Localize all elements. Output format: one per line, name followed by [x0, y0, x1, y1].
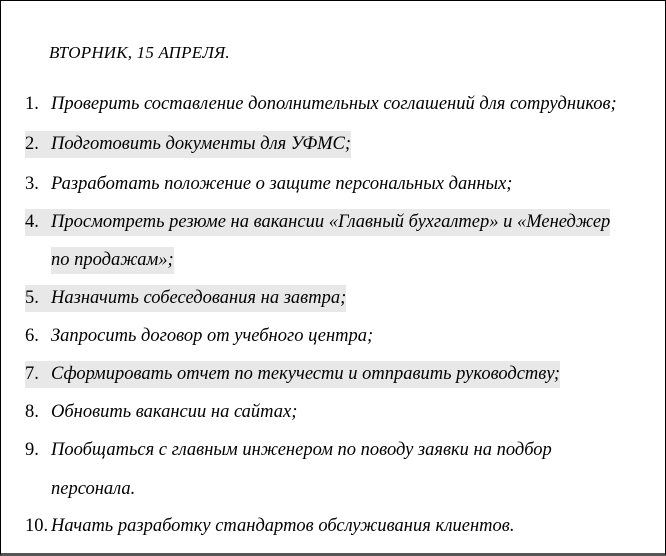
item-text: Пообщаться с главным инженером по поводу заявки на подбор: [51, 440, 552, 460]
item-text: Начать разработку стандартов обслуживания клиентов.: [51, 516, 515, 536]
item-text: по продажам»;: [51, 247, 174, 274]
item-text: Обновить вакансии на сайтах;: [51, 402, 298, 422]
item-number: 9.: [25, 440, 39, 460]
document-title: ВТОРНИК, 15 АПРЕЛЯ.: [49, 43, 230, 62]
list-item-2: [25, 131, 351, 157]
item-text: Разработать положение о защите персональных данных;: [51, 174, 513, 194]
item-text: Запросить договор от учебного центра;: [51, 326, 374, 346]
item-number: 1.: [25, 94, 39, 114]
list-item-10: [25, 513, 514, 539]
item-number: 10.: [25, 516, 49, 536]
list-item-4-continuation: [51, 247, 174, 273]
list-item-4: [25, 209, 610, 235]
item-number: 5.: [25, 288, 39, 308]
item-number: 3.: [25, 174, 39, 194]
list-item-8: [25, 399, 297, 425]
item-text: персонала.: [51, 479, 136, 499]
list-item-5: [25, 285, 346, 311]
list-item-9: [25, 437, 552, 463]
list-item-6: [25, 323, 373, 349]
item-text: Сформировать отчет по текучести и отправить руководству;: [51, 364, 560, 384]
item-number: 4.: [25, 212, 39, 232]
list-item-3: [25, 171, 512, 197]
item-number: 8.: [25, 402, 39, 422]
list-item-9-continuation: [51, 476, 135, 502]
item-text: Проверить составление дополнительных соглашений для сотрудников;: [51, 94, 617, 114]
item-number: 2.: [25, 134, 39, 154]
item-text: Назначить собеседования на завтра;: [51, 288, 347, 308]
item-text: Подготовить документы для УФМС;: [51, 134, 352, 154]
list-item-1: [25, 91, 617, 117]
item-number: 7.: [25, 364, 39, 384]
item-text: Просмотреть резюме на вакансии «Главный бухгалтер» и «Менеджер: [51, 212, 611, 232]
list-item-7: [25, 361, 560, 387]
item-number: 6.: [25, 326, 39, 346]
